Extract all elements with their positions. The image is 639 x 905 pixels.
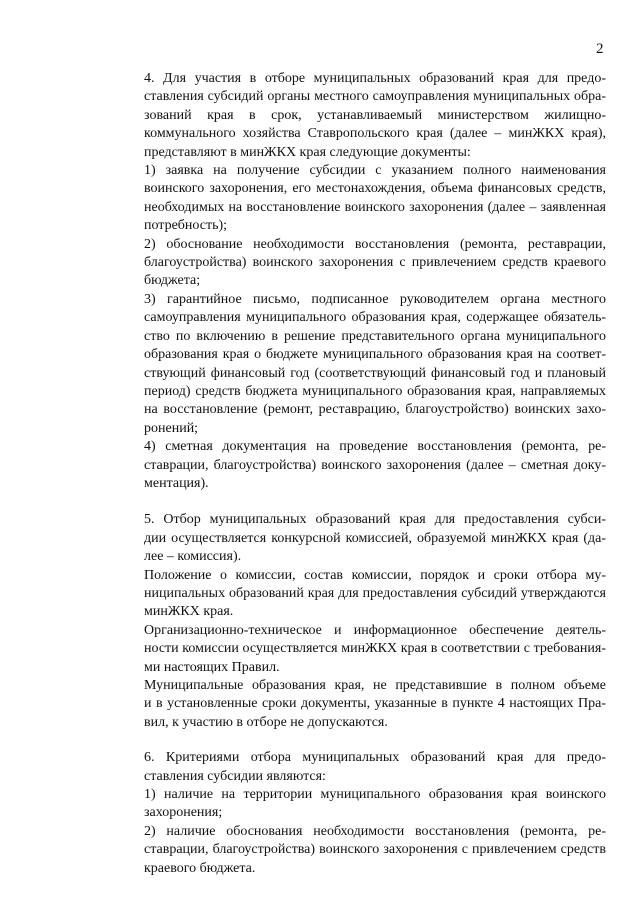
text-line: 5. Отбор муниципальных образований края для предоставления субси- bbox=[144, 512, 606, 528]
text-line: Организационно-техническое и информационное обеспечение деятель- bbox=[144, 622, 606, 638]
text-line: коммунального хозяйства Ставропольского края (далее – минЖКХ края), bbox=[144, 126, 606, 142]
text-line: самоуправления муниципального образования края, содержащее обязатель- bbox=[144, 310, 606, 326]
text-line: благоустройства) воинского захоронения с привлечением средств краевого bbox=[144, 255, 606, 271]
text-line: и в установленные сроки документы, указанные в пункте 4 настоящих Пра- bbox=[144, 696, 606, 712]
text-line: представляют в минЖКХ края следующие документы: bbox=[144, 144, 471, 160]
text-line: Муниципальные образования края, не представившие в полном объеме bbox=[144, 678, 606, 693]
text-line: вил, к участию в отборе не допускаются. bbox=[144, 714, 388, 730]
text-line: краевого бюджета. bbox=[144, 860, 256, 876]
text-line: необходимых на восстановление воинского захоронения (далее – заявленная bbox=[144, 199, 606, 215]
text-line: образования края о бюджете муниципального образования края на соответ- bbox=[144, 347, 606, 363]
text-line: ставления субсидий органы местного самоуправления муниципальных обра- bbox=[144, 89, 606, 105]
text-line: воинского захоронения, его местонахождения, объема финансовых средств, bbox=[144, 181, 606, 197]
section-1 bbox=[110, 70, 606, 493]
text-line: 1) наличие на территории муниципального образования края воинского bbox=[144, 787, 606, 803]
text-line: потребность); bbox=[144, 218, 228, 234]
text-line: ности комиссии осуществляется минЖКХ края в соответствии с требования- bbox=[144, 641, 606, 657]
text-line: ронений; bbox=[144, 420, 199, 436]
document-body bbox=[110, 70, 606, 878]
paragraph bbox=[110, 162, 606, 236]
text-line: на восстановление (ремонт, реставрацию, благоустройство) воинских захо- bbox=[144, 402, 606, 418]
text-line: 2) наличие обоснования необходимости восстановления (ремонта, ре- bbox=[144, 823, 606, 839]
page-number: 2 bbox=[596, 41, 604, 57]
section-2 bbox=[110, 511, 606, 732]
paragraph bbox=[110, 511, 606, 566]
text-line: 3) гарантийное письмо, подписанное руководителем органа местного bbox=[144, 291, 606, 307]
text-line: 4) сметная документация на проведение восстановления (ремонта, ре- bbox=[144, 439, 606, 455]
paragraph bbox=[110, 677, 606, 732]
text-line: ствующий финансовый год (соответствующий финансовый год и плановый bbox=[144, 365, 606, 381]
text-line: дии осуществляется конкурсной комиссией, образуемой минЖКХ края (да- bbox=[144, 530, 606, 546]
text-line: минЖКХ края. bbox=[144, 604, 234, 620]
text-line: ставрации, благоустройства) воинского захоронения с привлечением средств bbox=[144, 842, 606, 858]
section-gap bbox=[110, 493, 606, 511]
text-line: ниципальных образований края для предоставления субсидий утверждаются bbox=[144, 585, 606, 601]
paragraph bbox=[110, 70, 606, 162]
text-line: период) средств бюджета муниципального образования края, направляемых bbox=[144, 383, 606, 399]
text-line: захоронения; bbox=[144, 805, 223, 821]
paragraph bbox=[110, 786, 606, 823]
paragraph bbox=[110, 749, 606, 786]
text-line: ми настоящих Правил. bbox=[144, 659, 280, 675]
text-line: ментация). bbox=[144, 475, 209, 491]
paragraph bbox=[110, 823, 606, 878]
text-line: Положение о комиссии, состав комиссии, порядок и сроки отбора му- bbox=[144, 567, 606, 583]
paragraph bbox=[110, 291, 606, 438]
text-line: 6. Критериями отбора муниципальных образований края для предо- bbox=[144, 750, 606, 766]
text-line: ство по включению в решение представительного органа муниципального bbox=[144, 328, 606, 344]
text-line: 2) обоснование необходимости восстановления (ремонта, реставрации, bbox=[144, 236, 606, 252]
text-line: ставрации, благоустройства) воинского захоронения (далее – сметная доку- bbox=[144, 457, 606, 473]
text-line: 4. Для участия в отборе муниципальных образований края для предо- bbox=[144, 71, 606, 86]
paragraph bbox=[110, 236, 606, 291]
section-3 bbox=[110, 749, 606, 878]
paragraph bbox=[110, 622, 606, 677]
text-line: бюджета; bbox=[144, 273, 201, 289]
paragraph bbox=[110, 567, 606, 622]
text-line: 1) заявка на получение субсидии с указанием полного наименования bbox=[144, 163, 606, 179]
section-gap bbox=[110, 732, 606, 749]
text-line: лее – комиссия). bbox=[144, 549, 242, 565]
text-line: ставления субсидии являются: bbox=[144, 768, 326, 784]
text-line: зований края в срок, устанавливаемый министерством жилищно- bbox=[144, 107, 606, 123]
paragraph bbox=[110, 438, 606, 493]
